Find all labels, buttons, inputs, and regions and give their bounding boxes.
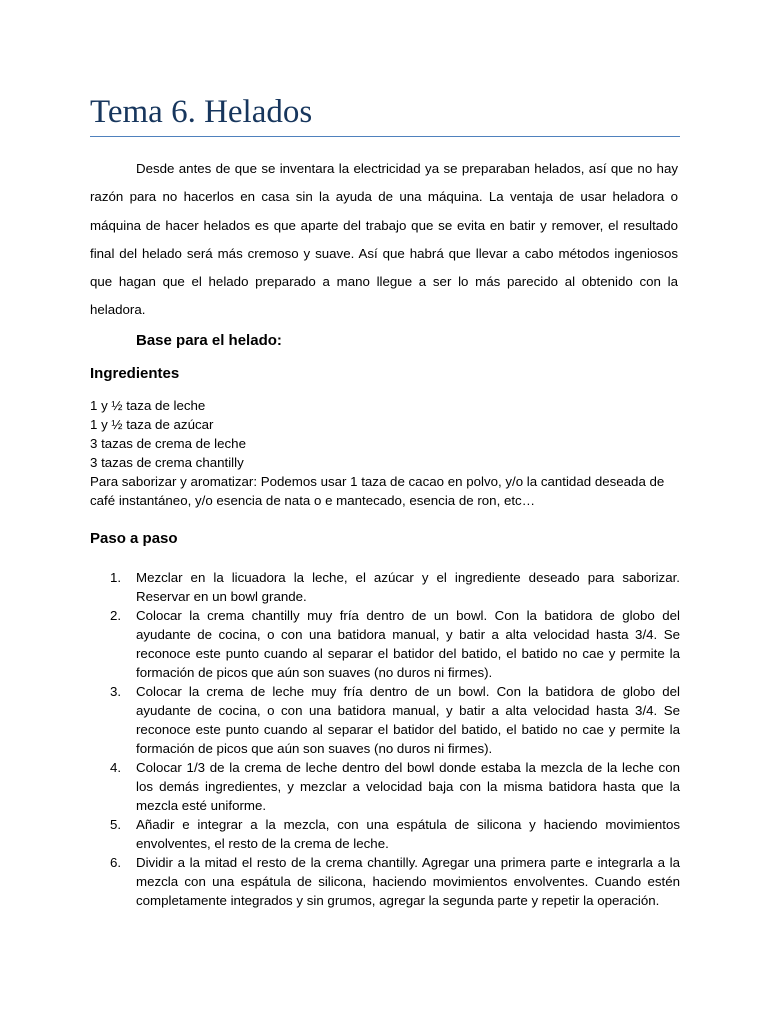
step-number: 1.	[110, 570, 122, 585]
step-text: Colocar la crema de leche muy fría dentro de un bowl. Con la batidora de globo del ayudante de cocina, o con una batidora manual, y batir a alta velocidad hasta 3/4. Se reconoce este punto cuando al separar el batidor del batido, el batido no cae y permite la formación de picos que aún son suaves (no duros ni firmes).	[136, 684, 680, 756]
step-item	[90, 568, 680, 606]
step-number: 3.	[110, 684, 122, 699]
step-number: 4.	[110, 760, 122, 775]
step-item	[90, 606, 680, 682]
step-text: Añadir e integrar a la mezcla, con una espátula de silicona y haciendo movimientos envolventes, el resto de la crema de leche.	[136, 817, 680, 851]
ingredient-item: 1 y ½ taza de leche	[90, 398, 206, 413]
ingredients-heading: Ingredientes	[90, 365, 180, 382]
step-text: Colocar 1/3 de la crema de leche dentro del bowl donde estaba la mezcla de la leche con los demás ingredientes, y mezclar a velocidad baja con la misma batidora hasta que la mezcla esté uniforme.	[136, 760, 680, 813]
step-item	[90, 682, 680, 758]
step-number: 6.	[110, 855, 122, 870]
ingredient-item: 3 tazas de crema chantilly	[90, 455, 244, 470]
step-item	[90, 758, 680, 815]
step-number: 5.	[110, 817, 122, 832]
steps-heading: Paso a paso	[90, 530, 178, 547]
ingredient-item: 1 y ½ taza de azúcar	[90, 417, 214, 432]
flavoring-note: Para saborizar y aromatizar: Podemos usar 1 taza de cacao en polvo, y/o la cantidad deseada de café instantáneo, y/o esencia de nata o e mantecado, esencia de ron, etc…	[90, 474, 665, 508]
page-title: Tema 6. Helados	[90, 94, 313, 130]
step-item	[90, 853, 680, 910]
step-text: Colocar la crema chantilly muy fría dentro de un bowl. Con la batidora de globo del ayudante de cocina, o con una batidora manual, y batir a alta velocidad hasta 3/4. Se reconoce este punto cuando al separar el batidor del batido, el batido no cae y permite la formación de picos que aún son suaves (no duros ni firmes).	[136, 608, 680, 680]
steps-list	[90, 568, 680, 910]
ingredient-item: 3 tazas de crema de leche	[90, 436, 246, 451]
intro-paragraph: Desde antes de que se inventara la electricidad ya se preparaban helados, así que no hay razón para no hacerlos en casa sin la ayuda de una máquina. La ventaja de usar heladora o máquina de hacer helados es que aparte del trabajo que se evita en batir y remover, el resultado final del helado será más cremoso y suave. Así que habrá que llevar a cabo métodos ingeniosos que hagan que el helado preparado a mano llegue a ser lo más parecido al obtenido con la heladora.	[90, 161, 678, 318]
base-heading: Base para el helado:	[136, 332, 282, 349]
step-item	[90, 815, 680, 853]
title-underline	[90, 136, 680, 137]
step-text: Dividir a la mitad el resto de la crema chantilly. Agregar una primera parte e integrarla a la mezcla con una espátula de silicona, haciendo movimientos envolventes. Cuando estén completamente integrados y sin grumos, agregar la segunda parte y repetir la operación.	[136, 855, 680, 908]
step-text: Mezclar en la licuadora la leche, el azúcar y el ingrediente deseado para saborizar. Reservar en un bowl grande.	[136, 570, 680, 604]
step-number: 2.	[110, 608, 122, 623]
ingredients-list	[90, 396, 680, 472]
